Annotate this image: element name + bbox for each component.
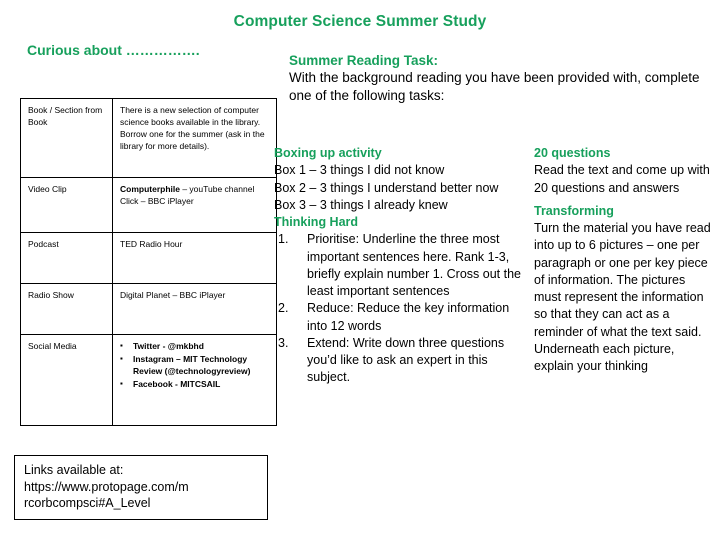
transforming-body: Turn the material you have read into up to 6 pictures – one per paragraph or one per key piece of information. The pictures must represent the information so that they can act as a reminder of what the text said. Underneath each picture, explain your thinking [534,221,711,373]
social-media-list [120,340,270,390]
resource-detail-cell [113,335,277,426]
list-item-number: 3. [278,335,289,350]
table-row [21,233,277,284]
resource-detail-bold: Computerphile [120,184,180,194]
task-column-middle [274,145,522,387]
task-column-right [534,145,714,375]
table-row [21,178,277,233]
transforming-block [534,203,714,376]
links-box [14,455,268,520]
boxing-up-line-3: Box 3 – 3 things I already knew [274,197,448,212]
resource-detail-rest: – youTube channel [179,184,255,194]
list-item-number: 2. [278,301,289,316]
list-item [274,231,522,300]
list-item [274,300,522,335]
resources-table [20,98,277,426]
resource-detail-cell: TED Radio Hour [113,233,277,284]
resource-detail-cell: Digital Planet – BBC iPlayer [113,284,277,335]
boxing-up-activity-block [274,145,522,214]
list-item: ▪ Instagram – MIT Technology Review (@technologyreview) [120,353,270,377]
resource-detail-cell: There is a new selection of computer science books available in the library. Borrow one for the summer (ask in the library for more details). [113,99,277,178]
list-item: ▪ Twitter - @mkbhd [120,340,270,352]
list-item-text: Extend: Write down three questions you’d like to ask an expert in this subject. [307,335,505,385]
list-item: ▪ Facebook - MITCSAIL [120,378,270,390]
links-box-label: Links available at: [24,463,124,477]
resource-type-cell: Video Clip [21,178,113,233]
twenty-questions-body: Read the text and come up with 20 questions and answers [534,163,710,195]
resource-detail-cell [113,178,277,233]
list-item-text: Prioritise: Underline the three most important sentences here. Rank 1-3, briefly explain number 1. Cross out the least important sentences [307,232,521,298]
thinking-hard-block [274,214,522,387]
twenty-questions-block [534,145,714,197]
table-row [21,335,277,426]
boxing-up-activity-heading: Boxing up activity [274,146,382,160]
transforming-heading: Transforming [534,203,614,218]
resource-type-cell: Social Media [21,335,113,426]
summer-reading-task [289,53,709,105]
thinking-hard-list [274,231,522,386]
boxing-up-line-1: Box 1 – 3 things I did not know [274,163,445,178]
resource-type-cell: Podcast [21,233,113,284]
links-box-url-line1[interactable]: https://www.protopage.com/m [24,479,189,494]
list-item-text: Reduce: Reduce the key information into 12 words [307,301,510,333]
summer-reading-task-title: Summer Reading Task: [289,53,439,68]
resource-detail-line2: Click – BBC iPlayer [120,196,194,207]
table-row [21,99,277,178]
table-row [21,284,277,335]
boxing-up-line-2: Box 2 – 3 things I understand better now [274,180,499,195]
twenty-questions-heading: 20 questions [534,146,611,160]
resource-type-cell: Book / Section from Book [21,99,113,178]
thinking-hard-heading: Thinking Hard [274,215,359,229]
resource-type-cell: Radio Show [21,284,113,335]
links-box-url-line2[interactable]: rcorbcompsci#A_Level [24,496,151,510]
curious-about-heading: Curious about ……………. [27,42,200,58]
page-title: Computer Science Summer Study [233,13,487,30]
list-item-number: 1. [278,232,289,247]
summer-reading-task-body: With the background reading you have been provided with, complete one of the following tasks: [289,70,700,104]
list-item [274,335,522,387]
